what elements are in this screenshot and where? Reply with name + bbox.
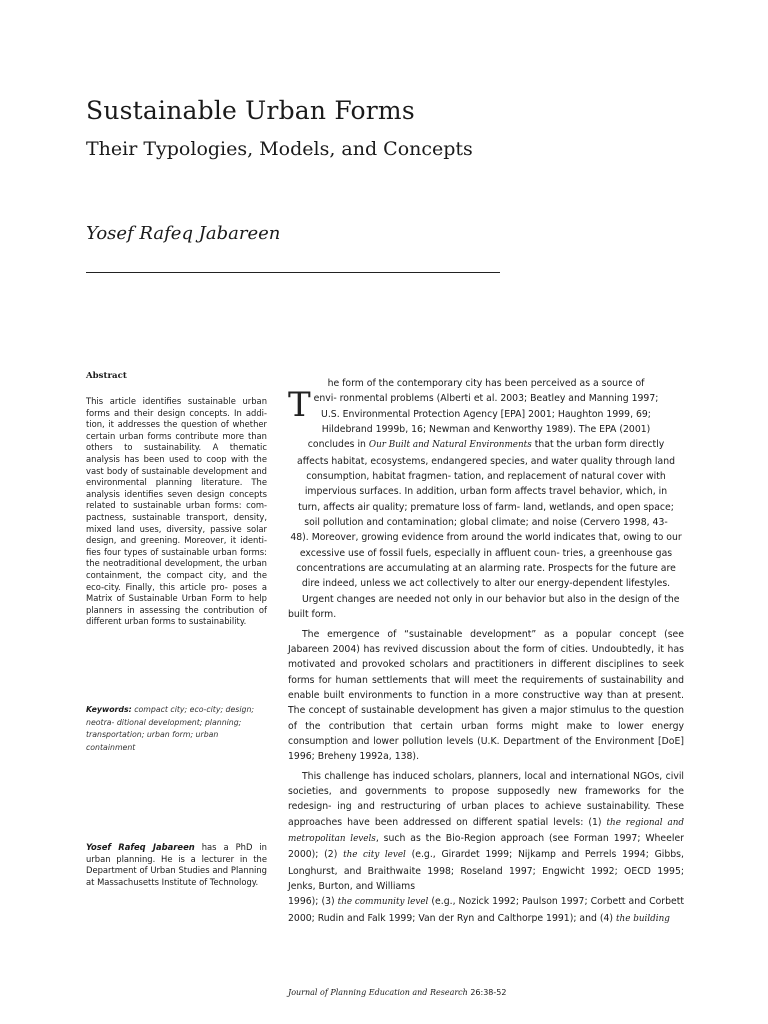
keywords-label: Keywords: (86, 705, 132, 714)
body-text: (e.g., Nozick 1992; Paulson 1997; Corbett and Corbett 2000; Rudin and Falk 1999; Van der Ryn and Calthorpe 1991); and (4) (288, 896, 684, 924)
body-paragraph (288, 894, 684, 927)
emphasis-text: the regional and metropolitan levels (288, 817, 684, 844)
body-line: affects habitat, ecosystems, endangered species, and water quality through land (297, 455, 675, 467)
body-line: envi- ronmental problems (Alberti et al. 2003; Beatley and Manning 1997; (313, 393, 659, 405)
title-divider (86, 272, 500, 273)
body-text: , such as the Bio-Region approach (see Forman 1997; Wheeler 2000); (2) (288, 832, 684, 861)
body-paragraph: The emergence of “sustainable development” as a popular concept (see Jabareen 2004) has revived discussion about the form of cities. Undoubtedly, it has motivated and provoked scholars and practitioners in different disciplines to seek forms for human settlements that will meet the requirements of sustainability and enable built environments to function in a more constructive way than at present. The concept of sustainable development has given a major stimulus to the question of the contribution that certain urban forms might make to lower energy consumption and lower pollution levels (U.K. Department of the Environment [DoE] 1996; Breheny 1992a, 138). (288, 628, 684, 763)
body-paragraph: Urgent changes are needed not only in our behavior but also in the design of the built form. (288, 593, 680, 621)
body-line: 48). Moreover, growing evidence from around the world indicates that, owing to our (290, 532, 682, 544)
body-paragraph (288, 769, 684, 895)
body-line: turn, affects air quality; premature loss of farm- land, wetlands, and open space; (298, 501, 674, 513)
drop-cap: T (288, 385, 311, 425)
body-line: consumption, habitat fragmen- tation, and replacement of natural cover with (306, 471, 666, 483)
author-bio-name: Yosef Rafeq Jabareen (86, 842, 195, 852)
body-text: 1996); (3) (288, 896, 335, 908)
body-line: U.S. Environmental Protection Agency [EPA] 2001; Haughton 1999, 69; (321, 408, 651, 420)
article-body (288, 376, 684, 927)
journal-name: Journal of Planning Education and Research (288, 988, 468, 997)
cited-book-title: Our Built and Natural Environments (368, 440, 532, 451)
body-text: This challenge has induced scholars, planners, local and international NGOs, civil societies, and governments to propose supposedly new frameworks for the redesign- ing and restructuring of urban places to achieve sustainability. These approaches have been addressed on different spatial levels: (1) (288, 770, 684, 828)
body-line: he form of the contemporary city has been perceived as a source of (327, 378, 645, 389)
emphasis-text: the city level (343, 850, 406, 861)
body-line: excessive use of fossil fuels, especially in affluent coun- tries, a greenhouse gas (299, 547, 673, 559)
emphasis-text: the community level (337, 897, 429, 908)
page-range: 26:38-52 (470, 988, 507, 997)
body-text: (e.g., Girardet 1999; Nijkamp and Perrels 1994; Gibbs, Longhurst, and Braithwaite 1998; Roseland 1997; Engwicht 1992; OECD 1995; Jenks, Burton, and Williams (288, 849, 684, 892)
keywords (86, 704, 267, 754)
emphasis-text: the building (616, 913, 670, 924)
article-subtitle: Their Typologies, Models, and Concepts (86, 138, 473, 160)
abstract-text: This article identifies sustainable urban forms and their design concepts. In addi- tion, it addresses the question of whether certain urban forms contribute more than others to sustainability. A thematic analysis has been used to coop with the vast body of sustainable development and environmental planning literature. The analysis identifies seven design concepts related to sustainable urban forms: com- pactness, sustainable transport, density, mixed land uses, diversity, passive solar design, and greening. Moreover, it identi- fies four types of sustainable urban forms: the neotraditional development, the urban containment, the compact city, and the eco-city. Finally, this article pro- poses a Matrix of Sustainable Urban Form to help planners in assessing the contribution of different urban forms to sustainability. (86, 396, 267, 627)
article-author: Yosef Rafeq Jabareen (86, 223, 281, 244)
body-text: concludes in (307, 439, 366, 451)
body-line: impervious surfaces. In addition, urban form affects travel behavior, which, in (304, 486, 668, 498)
body-line: Hildebrand 1999b, 16; Newman and Kenworthy 1989). The EPA (2001) (321, 424, 651, 436)
body-text: that the urban form directly (534, 439, 665, 451)
keywords-text: compact city; eco-city; design; neotra- ditional development; planning; transportation; urban form; urban containment (86, 705, 255, 752)
abstract-heading: Abstract (86, 371, 127, 381)
author-bio-text: has a PhD in urban planning. He is a lecturer in the Department of Urban Studies and Planning at Massachusetts Institute of Technology. (86, 842, 267, 887)
body-line (288, 437, 684, 453)
body-line: concentrations are accumulating at an alarming rate. Prospects for the future are (296, 563, 676, 575)
article-title: Sustainable Urban Forms (86, 96, 415, 125)
body-line: dire indeed, unless we act collectively to alter our energy-dependent lifestyles. (301, 578, 671, 590)
page-footer (288, 988, 506, 997)
author-bio (86, 842, 267, 888)
body-line: soil pollution and contamination; global climate; and noise (Cervero 1998, 43- (304, 517, 668, 529)
